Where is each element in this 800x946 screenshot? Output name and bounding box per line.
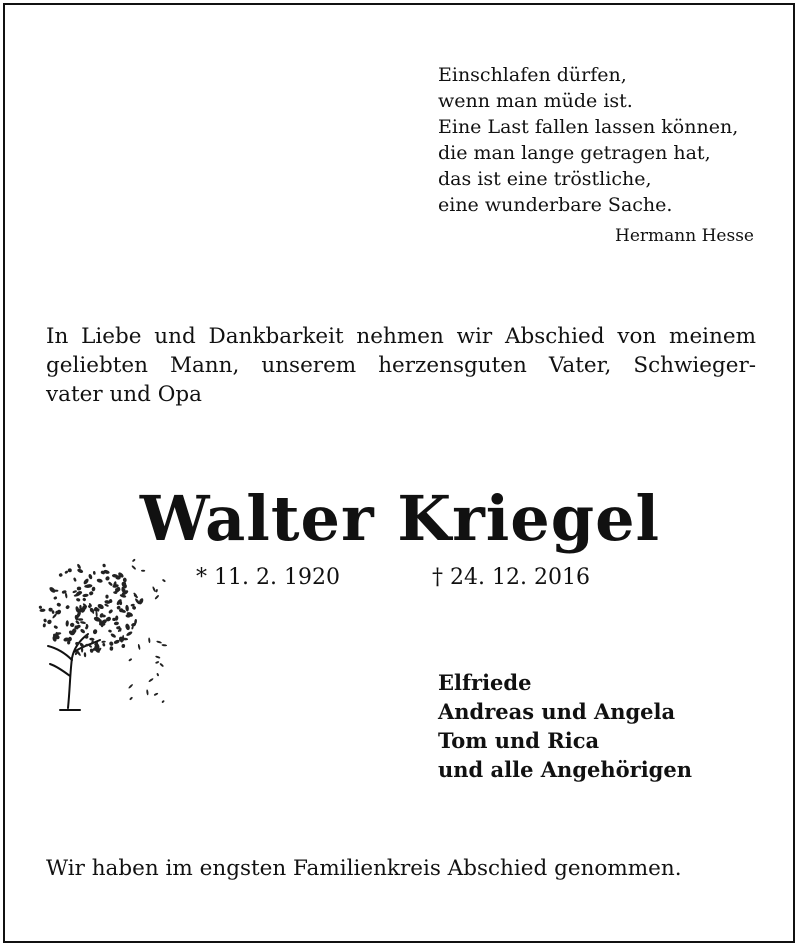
poem-line: das ist eine tröstliche, [438,168,652,190]
closing-note: Wir haben im engsten Familienkreis Abschied genommen. [46,856,682,881]
intro-text [46,322,756,409]
poem-author: Hermann Hesse [615,226,754,246]
poem [438,62,738,218]
family-names [438,668,692,784]
poem-line: die man lange getragen hat, [438,142,711,164]
intro-line: In Liebe und Dankbarkeit nehmen wir Abschied von meinem [46,324,756,349]
poem-line: wenn man müde ist. [438,90,633,112]
death-date: † 24. 12. 2016 [432,565,590,590]
poem-line: eine wunderbare Sache. [438,194,673,216]
intro-line: vater und Opa [46,382,202,407]
poem-line: Eine Last fallen lassen können, [438,116,739,138]
windblown-tree-icon [30,548,170,718]
family-line: und alle Angehörigen [438,757,692,782]
family-line: Tom und Rica [438,728,600,753]
intro-line: geliebten Mann, unserem herzensguten Vater, Schwieger- [46,353,756,378]
birth-date: * 11. 2. 1920 [196,565,340,590]
family-line: Elfriede [438,670,532,695]
family-line: Andreas und Angela [438,699,676,724]
poem-line: Einschlafen dürfen, [438,64,627,86]
deceased-name: Walter Kriegel [139,482,661,555]
